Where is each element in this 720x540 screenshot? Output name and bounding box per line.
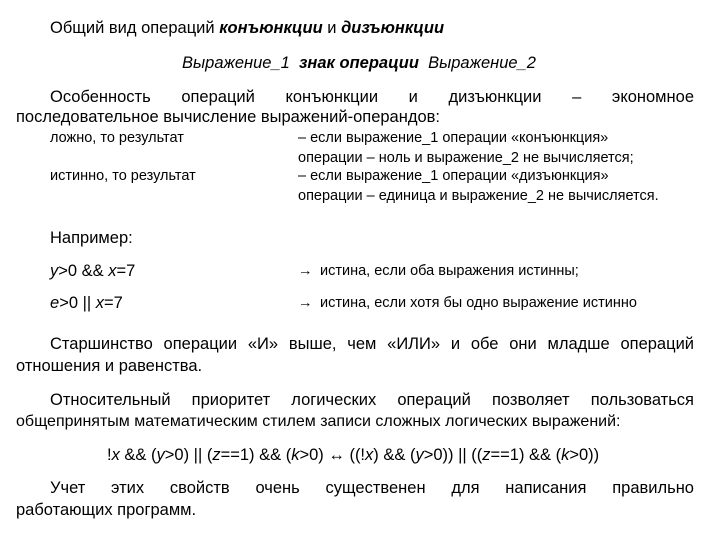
example-row-2-result: → истина, если хотя бы одно выражение истинно	[298, 295, 637, 311]
syntax-expr1: Выражение_1	[182, 54, 290, 72]
title-disjunction: дизъюнкции	[341, 19, 445, 37]
priority-line2: общепринятым математическим стилем записи сложных логических выражений:	[16, 413, 621, 430]
var-e: e	[50, 294, 60, 312]
example-heading: Например:	[50, 229, 133, 247]
priority-line1: Относительный приоритет логических операций позволяет пользоваться	[50, 391, 694, 409]
title-prefix: Общий вид операций	[50, 19, 220, 37]
var-x: x	[108, 262, 117, 280]
precedence-line1: Старшинство операции «И» выше, чем «ИЛИ» и обе они младше операций	[50, 335, 694, 353]
formula: !x && (y>0) || (z==1) && (k>0) ↔ ((!x) && (y>0)) || ((z==1) && (k>0))	[107, 446, 600, 464]
var-x: x	[95, 294, 104, 312]
arrow-right-icon: →	[298, 295, 313, 311]
case-false-line2: операции – ноль и выражение_2 не вычисляется;	[298, 150, 634, 166]
precedence-line2: отношения и равенства.	[16, 357, 203, 375]
case-true-line1: – если выражение_1 операции «дизъюнкция»	[298, 168, 609, 184]
title-conjunction: конъюнкции	[219, 19, 323, 37]
example-row-1-result: → истина, если оба выражения истинны;	[298, 263, 579, 279]
title-and: и	[322, 19, 342, 37]
syntax-expr2: Выражение_2	[428, 54, 536, 72]
var-y: y	[50, 262, 59, 280]
feature-line2: последовательное вычисление выражений-операндов:	[16, 108, 440, 126]
case-true-label: истинно, то результат	[50, 168, 196, 184]
closing-line1: Учет этих свойств очень существенен для написания правильно	[50, 479, 694, 497]
title	[50, 17, 444, 39]
example-row-1-expr: y>0 && x=7	[50, 262, 136, 280]
feature-line1: Особенность операций конъюнкции и дизъюнкции – экономное	[50, 88, 694, 106]
case-false-label: ложно, то результат	[50, 130, 184, 146]
case-true-line2: операции – единица и выражение_2 не вычисляется.	[298, 188, 659, 204]
example-row-2-expr: e>0 || x=7	[50, 294, 123, 312]
closing-line2: работающих программ.	[16, 501, 197, 519]
equivalence-arrow-icon: ↔	[328, 446, 345, 464]
syntax-line	[182, 52, 536, 74]
case-false-line1: – если выражение_1 операции «конъюнкция»	[298, 130, 609, 146]
arrow-right-icon: →	[298, 263, 313, 279]
syntax-sign: знак операции	[299, 54, 419, 72]
